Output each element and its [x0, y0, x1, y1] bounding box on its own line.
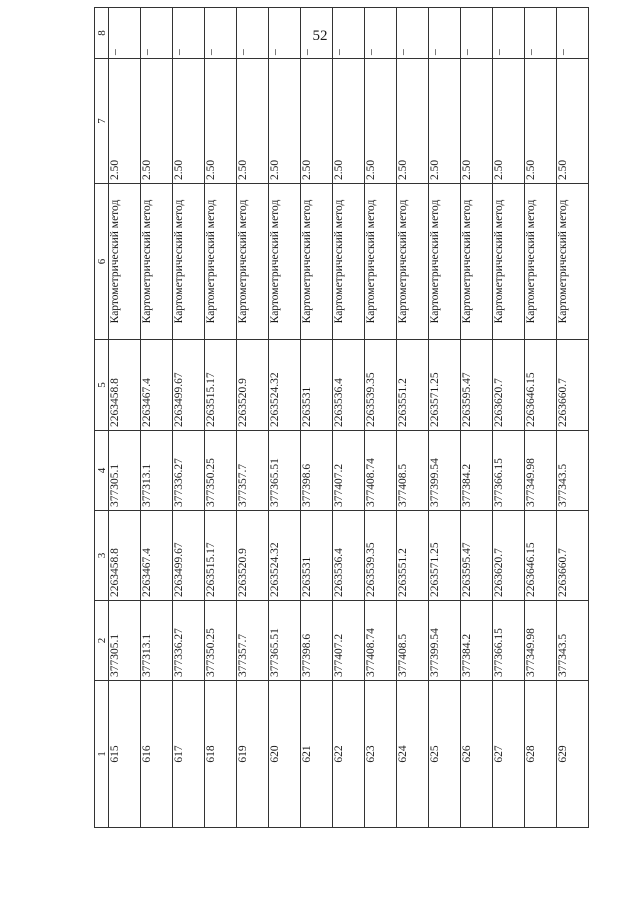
- header-col-1: 1: [95, 681, 109, 828]
- accuracy-cell: 2.50: [461, 59, 493, 184]
- method-cell: Картометрический метод: [205, 184, 237, 340]
- note-cell: –: [269, 8, 301, 59]
- header-col-6: 6: [95, 184, 109, 340]
- x-coordinate-cell: 377357.7: [237, 601, 269, 681]
- x-coordinate-alt-cell: 377313.1: [141, 431, 173, 511]
- x-coordinate-cell: 377366.15: [493, 601, 525, 681]
- x-coordinate-cell: 377399.54: [429, 601, 461, 681]
- accuracy-cell: 2.50: [429, 59, 461, 184]
- note-cell: –: [173, 8, 205, 59]
- y-coordinate-alt-cell: 2263620.7: [493, 340, 525, 431]
- table-row: [237, 8, 269, 828]
- y-coordinate-alt-cell: 2263499.67: [173, 340, 205, 431]
- note-cell: –: [557, 8, 589, 59]
- point-number-cell: 625: [429, 681, 461, 828]
- x-coordinate-alt-cell: 377366.15: [493, 431, 525, 511]
- x-coordinate-cell: 377350.25: [205, 601, 237, 681]
- x-coordinate-alt-cell: 377365.51: [269, 431, 301, 511]
- table-row: [333, 8, 365, 828]
- header-col-5: 5: [95, 340, 109, 431]
- point-number-cell: 621: [301, 681, 333, 828]
- y-coordinate-alt-cell: 2263524.32: [269, 340, 301, 431]
- table-row: [173, 8, 205, 828]
- header-col-2: 2: [95, 601, 109, 681]
- header-col-3: 3: [95, 511, 109, 601]
- point-number-cell: 627: [493, 681, 525, 828]
- method-cell: Картометрический метод: [397, 184, 429, 340]
- accuracy-cell: 2.50: [205, 59, 237, 184]
- table-row: [301, 8, 333, 828]
- table-row: [493, 8, 525, 828]
- note-cell: –: [493, 8, 525, 59]
- header-col-4: 4: [95, 431, 109, 511]
- accuracy-cell: 2.50: [493, 59, 525, 184]
- y-coordinate-alt-cell: 2263660.7: [557, 340, 589, 431]
- y-coordinate-alt-cell: 2263539.35: [365, 340, 397, 431]
- x-coordinate-cell: 377365.51: [269, 601, 301, 681]
- x-coordinate-alt-cell: 377336.27: [173, 431, 205, 511]
- note-cell: –: [141, 8, 173, 59]
- x-coordinate-cell: 377336.27: [173, 601, 205, 681]
- x-coordinate-cell: 377384.2: [461, 601, 493, 681]
- y-coordinate-cell: 2263531: [301, 511, 333, 601]
- accuracy-cell: 2.50: [397, 59, 429, 184]
- point-number-cell: 615: [109, 681, 141, 828]
- y-coordinate-cell: 2263660.7: [557, 511, 589, 601]
- x-coordinate-cell: 377408.5: [397, 601, 429, 681]
- method-cell: Картометрический метод: [333, 184, 365, 340]
- y-coordinate-cell: 2263515.17: [205, 511, 237, 601]
- point-number-cell: 618: [205, 681, 237, 828]
- table-row: [557, 8, 589, 828]
- x-coordinate-alt-cell: 377350.25: [205, 431, 237, 511]
- x-coordinate-cell: 377407.2: [333, 601, 365, 681]
- note-cell: –: [365, 8, 397, 59]
- x-coordinate-cell: 377408.74: [365, 601, 397, 681]
- y-coordinate-cell: 2263458.8: [109, 511, 141, 601]
- table-row: [461, 8, 493, 828]
- point-number-cell: 626: [461, 681, 493, 828]
- y-coordinate-cell: 2263571.25: [429, 511, 461, 601]
- method-cell: Картометрический метод: [301, 184, 333, 340]
- note-cell: –: [429, 8, 461, 59]
- table-row: [525, 8, 557, 828]
- point-number-cell: 616: [141, 681, 173, 828]
- table-row: [205, 8, 237, 828]
- point-number-cell: 629: [557, 681, 589, 828]
- table-row: [269, 8, 301, 828]
- accuracy-cell: 2.50: [333, 59, 365, 184]
- y-coordinate-alt-cell: 2263536.4: [333, 340, 365, 431]
- y-coordinate-cell: 2263595.47: [461, 511, 493, 601]
- point-number-cell: 619: [237, 681, 269, 828]
- x-coordinate-alt-cell: 377408.74: [365, 431, 397, 511]
- x-coordinate-alt-cell: 377343.5: [557, 431, 589, 511]
- point-number-cell: 624: [397, 681, 429, 828]
- table-row: [109, 8, 141, 828]
- header-col-8: 8: [95, 8, 109, 59]
- point-number-cell: 628: [525, 681, 557, 828]
- x-coordinate-alt-cell: 377399.54: [429, 431, 461, 511]
- x-coordinate-cell: 377398.6: [301, 601, 333, 681]
- point-number-cell: 622: [333, 681, 365, 828]
- note-cell: –: [397, 8, 429, 59]
- coordinates-table-wrapper: [94, 30, 588, 828]
- accuracy-cell: 2.50: [365, 59, 397, 184]
- header-row: [95, 8, 109, 828]
- y-coordinate-cell: 2263536.4: [333, 511, 365, 601]
- y-coordinate-alt-cell: 2263595.47: [461, 340, 493, 431]
- method-cell: Картометрический метод: [173, 184, 205, 340]
- table-row: [141, 8, 173, 828]
- accuracy-cell: 2.50: [109, 59, 141, 184]
- y-coordinate-cell: 2263499.67: [173, 511, 205, 601]
- y-coordinate-alt-cell: 2263646.15: [525, 340, 557, 431]
- accuracy-cell: 2.50: [141, 59, 173, 184]
- table-row: [365, 8, 397, 828]
- x-coordinate-alt-cell: 377349.98: [525, 431, 557, 511]
- y-coordinate-cell: 2263467.4: [141, 511, 173, 601]
- y-coordinate-alt-cell: 2263520.9: [237, 340, 269, 431]
- accuracy-cell: 2.50: [269, 59, 301, 184]
- note-cell: –: [333, 8, 365, 59]
- x-coordinate-alt-cell: 377398.6: [301, 431, 333, 511]
- method-cell: Картометрический метод: [109, 184, 141, 340]
- method-cell: Картометрический метод: [461, 184, 493, 340]
- x-coordinate-cell: 377349.98: [525, 601, 557, 681]
- x-coordinate-cell: 377313.1: [141, 601, 173, 681]
- x-coordinate-alt-cell: 377384.2: [461, 431, 493, 511]
- accuracy-cell: 2.50: [237, 59, 269, 184]
- note-cell: –: [301, 8, 333, 59]
- y-coordinate-alt-cell: 2263515.17: [205, 340, 237, 431]
- note-cell: –: [109, 8, 141, 59]
- x-coordinate-alt-cell: 377408.5: [397, 431, 429, 511]
- x-coordinate-cell: 377305.1: [109, 601, 141, 681]
- page-number: 52: [312, 28, 328, 44]
- method-cell: Картометрический метод: [557, 184, 589, 340]
- x-coordinate-alt-cell: 377407.2: [333, 431, 365, 511]
- method-cell: Картометрический метод: [141, 184, 173, 340]
- y-coordinate-cell: 2263520.9: [237, 511, 269, 601]
- y-coordinate-alt-cell: 2263458.8: [109, 340, 141, 431]
- y-coordinate-alt-cell: 2263571.25: [429, 340, 461, 431]
- y-coordinate-cell: 2263539.35: [365, 511, 397, 601]
- table-row: [397, 8, 429, 828]
- coordinates-table-rotated: [94, 30, 588, 828]
- y-coordinate-alt-cell: 2263551.2: [397, 340, 429, 431]
- y-coordinate-alt-cell: 2263531: [301, 340, 333, 431]
- accuracy-cell: 2.50: [173, 59, 205, 184]
- method-cell: Картометрический метод: [429, 184, 461, 340]
- note-cell: –: [525, 8, 557, 59]
- y-coordinate-cell: 2263551.2: [397, 511, 429, 601]
- x-coordinate-alt-cell: 377357.7: [237, 431, 269, 511]
- method-cell: Картометрический метод: [525, 184, 557, 340]
- note-cell: –: [461, 8, 493, 59]
- method-cell: Картометрический метод: [237, 184, 269, 340]
- accuracy-cell: 2.50: [525, 59, 557, 184]
- note-cell: –: [205, 8, 237, 59]
- x-coordinate-cell: 377343.5: [557, 601, 589, 681]
- point-number-cell: 620: [269, 681, 301, 828]
- point-number-cell: 617: [173, 681, 205, 828]
- y-coordinate-cell: 2263524.32: [269, 511, 301, 601]
- coordinates-table: [94, 7, 589, 828]
- accuracy-cell: 2.50: [557, 59, 589, 184]
- table-header: [95, 8, 109, 828]
- header-col-7: 7: [95, 59, 109, 184]
- method-cell: Картометрический метод: [269, 184, 301, 340]
- table-row: [429, 8, 461, 828]
- y-coordinate-alt-cell: 2263467.4: [141, 340, 173, 431]
- x-coordinate-alt-cell: 377305.1: [109, 431, 141, 511]
- method-cell: Картометрический метод: [365, 184, 397, 340]
- accuracy-cell: 2.50: [301, 59, 333, 184]
- y-coordinate-cell: 2263646.15: [525, 511, 557, 601]
- point-number-cell: 623: [365, 681, 397, 828]
- y-coordinate-cell: 2263620.7: [493, 511, 525, 601]
- method-cell: Картометрический метод: [493, 184, 525, 340]
- note-cell: –: [237, 8, 269, 59]
- table-body: [109, 8, 589, 828]
